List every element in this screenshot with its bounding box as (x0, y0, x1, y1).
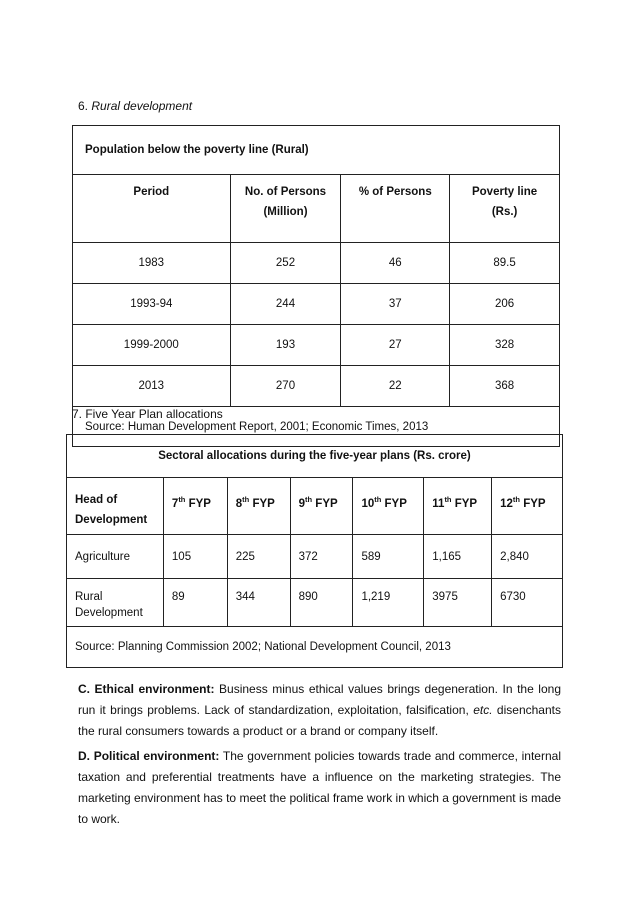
plan-suffix: FYP (185, 497, 211, 510)
table-cell: 344 (227, 579, 290, 627)
table-cell: 105 (163, 535, 227, 579)
header-text: Period (133, 186, 170, 198)
row-label: Agriculture (67, 535, 164, 579)
plan-suffix: FYP (312, 497, 338, 510)
plan-ordinal: th (242, 495, 250, 504)
row-label-text: Rural (75, 591, 103, 603)
table-row (73, 284, 560, 325)
table-cell: 270 (230, 366, 341, 407)
table-cell: 89 (163, 579, 227, 627)
table-cell: 2,840 (492, 535, 563, 579)
column-header-8th-fyp (227, 478, 290, 535)
plan-number: 7 (171, 497, 179, 510)
table-cell: 225 (227, 535, 290, 579)
political-environment-paragraph (78, 746, 561, 830)
poverty-line-table (72, 125, 560, 447)
column-header-percent (341, 175, 450, 243)
table-cell: 1993-94 (73, 284, 231, 325)
column-header-9th-fyp (290, 478, 353, 535)
five-year-plan-table (66, 434, 563, 668)
table-cell: 1999-2000 (73, 325, 231, 366)
header-text: Development (75, 514, 148, 526)
table-cell: 46 (341, 243, 450, 284)
column-header-12th-fyp (492, 478, 563, 535)
plan-number: 9 (298, 497, 305, 510)
header-text: No. of Persons (244, 186, 327, 198)
table-cell: 589 (353, 535, 424, 579)
table-cell: 328 (450, 325, 560, 366)
plan-suffix: FYP (520, 497, 546, 510)
plan-ordinal: th (444, 495, 452, 504)
table-cell: 368 (450, 366, 560, 407)
header-text: % of Persons (358, 186, 432, 198)
ethical-environment-label: C. Ethical environment: (78, 682, 215, 696)
row-label (67, 579, 164, 627)
column-header-period (73, 175, 231, 243)
header-subtext: (Million) (263, 206, 308, 218)
plan-number: 11 (432, 497, 445, 510)
paragraph-etc: etc. (473, 703, 493, 717)
table-cell: 6730 (492, 579, 563, 627)
political-environment-label: D. Political environment: (78, 749, 220, 763)
plan-table-title: Sectoral allocations during the five-year plans (Rs. crore) (67, 435, 563, 478)
plan-number: 8 (235, 497, 243, 510)
section-7-heading: 7. Five Year Plan allocations (72, 407, 223, 421)
table-row (67, 579, 563, 627)
table-cell: 1,219 (353, 579, 424, 627)
table-cell: 27 (341, 325, 450, 366)
plan-table-source: Source: Planning Commission 2002; National Development Council, 2013 (67, 627, 563, 668)
table-row (73, 366, 560, 407)
column-header-poverty-line (450, 175, 560, 243)
column-header-persons (230, 175, 341, 243)
table-cell: 22 (341, 366, 450, 407)
header-text: Head of (75, 494, 118, 506)
table-cell: 244 (230, 284, 341, 325)
table-row (67, 535, 563, 579)
poverty-table-header-row (73, 175, 560, 243)
plan-ordinal: th (178, 495, 186, 504)
table-cell: 193 (230, 325, 341, 366)
paragraph-text: Business minus ethical values brings degeneration. In the long run it brings problems. Lack of standardization, exploitation, falsification, (78, 682, 561, 717)
table-cell: 3975 (424, 579, 492, 627)
table-cell: 1,165 (424, 535, 492, 579)
poverty-table-source: Source: Human Development Report, 2001; Economic Times, 2013 (73, 407, 560, 447)
header-text: Poverty line (471, 186, 538, 198)
plan-ordinal: th (374, 495, 382, 504)
column-header-11th-fyp (424, 478, 492, 535)
plan-suffix: FYP (249, 497, 275, 510)
ethical-environment-paragraph (78, 679, 561, 742)
table-cell: 37 (341, 284, 450, 325)
paragraph-text: disenchants the rural consumers towards a product or a brand or company itself. (78, 703, 561, 738)
header-subtext: (Rs.) (491, 206, 518, 218)
plan-ordinal: th (512, 495, 520, 504)
table-cell: 1983 (73, 243, 231, 284)
table-row (73, 243, 560, 284)
table-cell: 252 (230, 243, 341, 284)
plan-suffix: FYP (381, 497, 407, 510)
table-cell: 206 (450, 284, 560, 325)
row-label-text: Development (75, 607, 143, 619)
section-6-title: Rural development (91, 99, 193, 113)
column-header-7th-fyp (163, 478, 227, 535)
section-6-number: 6. (78, 99, 89, 113)
table-cell: 890 (290, 579, 353, 627)
table-cell: 372 (290, 535, 353, 579)
poverty-table-title: Population below the poverty line (Rural) (73, 126, 560, 175)
plan-ordinal: th (305, 495, 313, 504)
plan-number: 12 (500, 497, 513, 510)
table-cell: 89.5 (450, 243, 560, 284)
column-header-10th-fyp (353, 478, 424, 535)
column-header-head-of-development (67, 478, 164, 535)
plan-table-header-row (67, 478, 563, 535)
paragraph-text: The government policies towards trade and commerce, internal taxation and preferential treatments have a influence on the marketing strategies. The marketing environment has to meet the political frame work in which a government is made to work. (78, 749, 561, 826)
section-6-heading (78, 99, 192, 113)
plan-suffix: FYP (451, 497, 478, 510)
plan-number: 10 (361, 497, 375, 510)
table-cell: 2013 (73, 366, 231, 407)
table-row (73, 325, 560, 366)
